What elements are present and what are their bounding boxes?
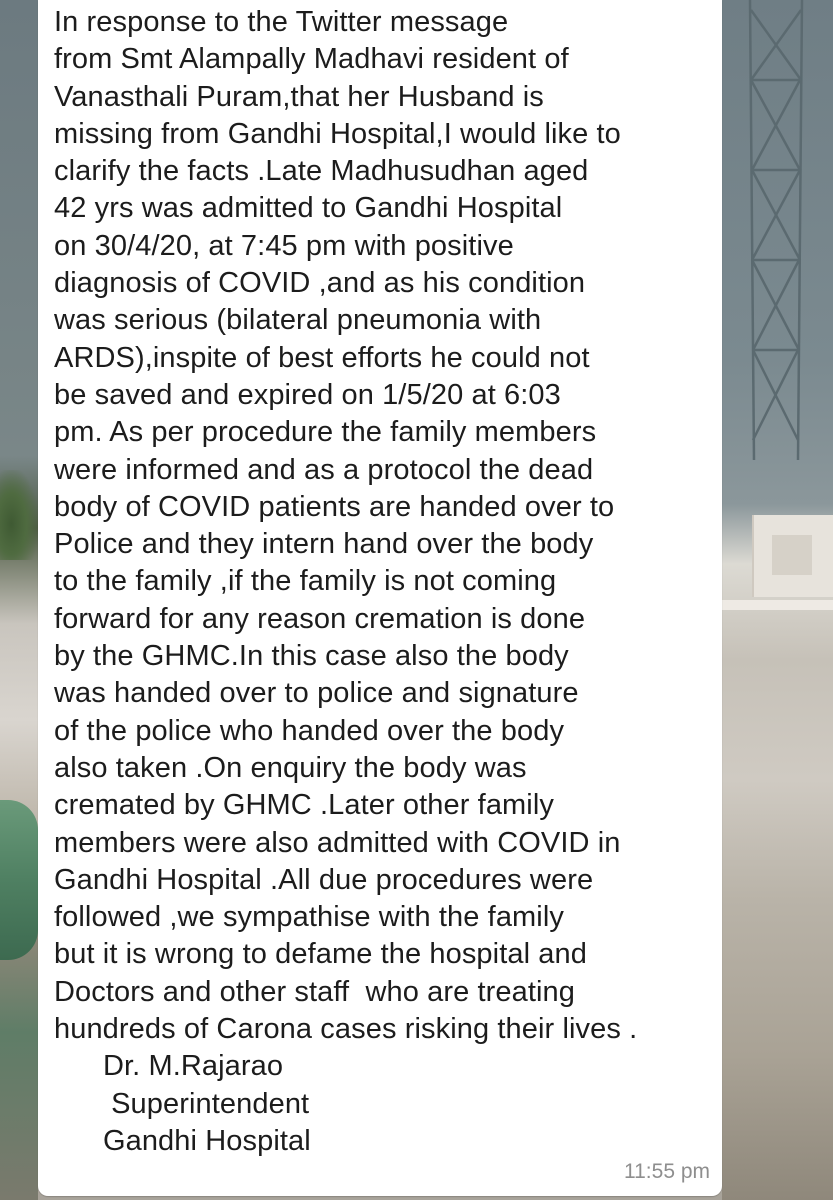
chat-wallpaper-left (0, 0, 38, 1200)
wallpaper-plant (0, 470, 38, 560)
wallpaper-rooftop-window (772, 535, 812, 575)
message-text: In response to the Twitter message from Smt Alampally Madhavi resident of Vanasthali Puram,that her Husband is missing from Gandhi Hospital,I would like to clarify the facts .Late Madhusudhan aged 42 yrs was admitted to Gandhi Hospital on 30/4/20, at 7:45 pm with positive diagnosis of COVID ,and as his condition was serious (bilateral pneumonia with ARDS),inspite of best efforts he could not be saved and expired on 1/5/20 at 6:03 pm. As per procedure the family members were informed and as a protocol the dead body of COVID patients are handed over to Police and they intern hand over the body to the family ,if the family is not coming forward for any reason cremation is done by the GHMC.In this case also the body was handed over to police and signature of the police who handed over the body also taken .On enquiry the body was cremated by GHMC .Later other family members were also admitted with COVID in Gandhi Hospital .All due procedures were followed ,we sympathise with the family but it is wrong to defame the hospital and Doctors and other staff who are treating hundreds of Carona cases risking their lives . Dr. M.Rajarao Superintendent Gandhi Hospital (54, 6, 638, 1157)
wallpaper-railing (722, 600, 833, 610)
message-timestamp: 11:55 pm (624, 1160, 710, 1183)
wallpaper-tower-icon (740, 0, 810, 460)
wallpaper-bucket (0, 800, 38, 960)
message-bubble[interactable] (38, 0, 722, 1196)
